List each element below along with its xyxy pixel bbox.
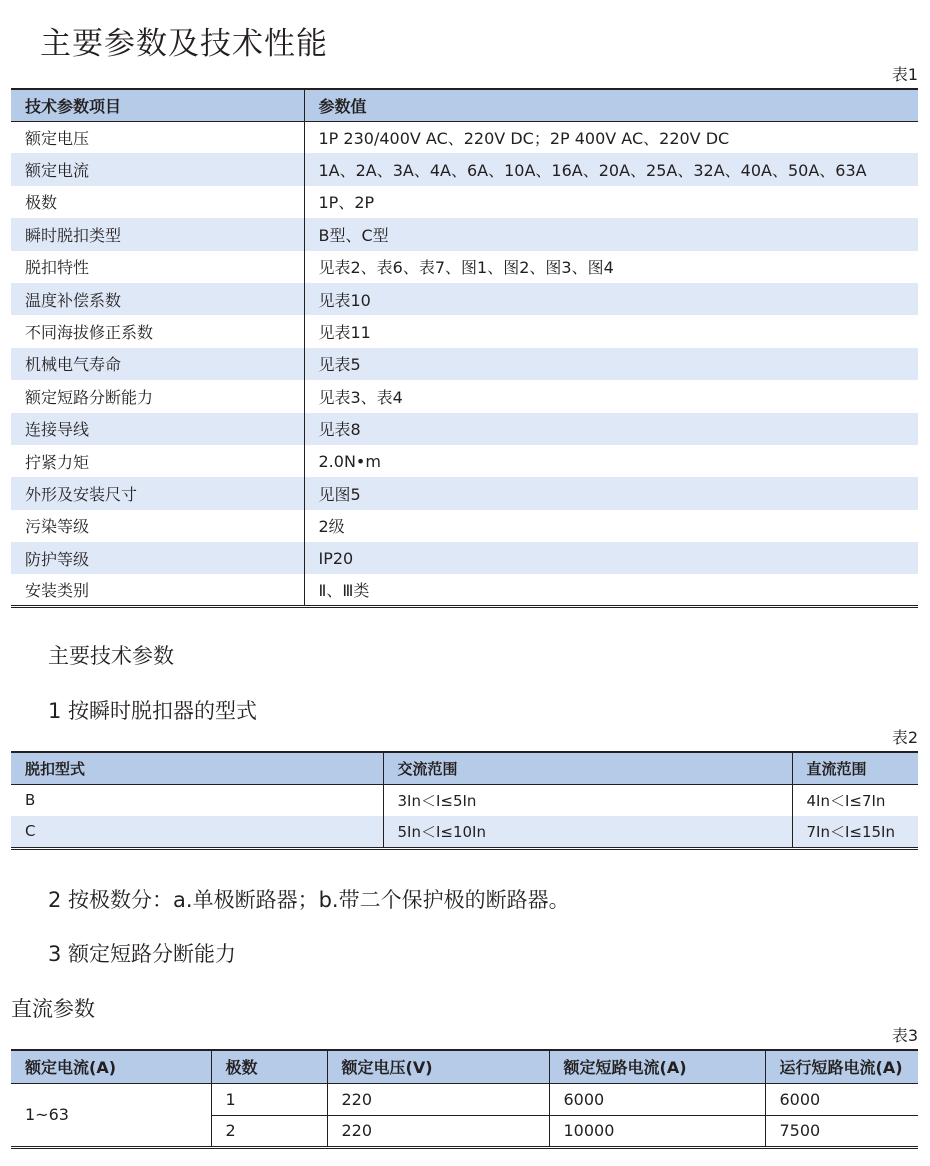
table2-cell: C (11, 816, 383, 848)
table1-header-value: 参数值 (304, 89, 918, 121)
table2-header-type: 脱扣型式 (11, 752, 383, 784)
table1-header-item: 技术参数项目 (11, 89, 304, 121)
table1-cell: 温度补偿系数 (11, 283, 304, 315)
table2-row (11, 816, 918, 848)
table1-cell: 2.0N•m (318, 451, 381, 471)
section-3-heading: 3 额定短路分断能力 (48, 942, 237, 966)
table1-row (11, 315, 918, 347)
table1-cell: 瞬时脱扣类型 (11, 218, 304, 250)
table1-row (11, 186, 918, 218)
table1-row (11, 283, 918, 315)
dc-params-table (11, 1049, 918, 1149)
table1-cell: 连接导线 (11, 413, 304, 445)
table3-header-poles: 极数 (211, 1050, 327, 1083)
table3-cell: 2 (211, 1115, 327, 1147)
table1-cell: 见表10 (304, 283, 918, 315)
table1-cell: Ⅱ、Ⅲ类 (318, 581, 370, 601)
table2-number: 表2 (891, 728, 918, 747)
table3-cell: 220 (327, 1083, 549, 1115)
table3-header-short-current: 额定短路电流(A) (549, 1050, 765, 1083)
table1-cell: 见表3、表4 (318, 387, 403, 407)
table1-cell: 防护等级 (11, 542, 304, 574)
trip-type-table (11, 751, 918, 850)
table1-row (11, 413, 918, 445)
table3-rated-current: 1~63 (11, 1083, 211, 1147)
table1-cell: 额定短路分断能力 (11, 380, 304, 412)
table1-cell: 机械电气寿命 (11, 348, 304, 380)
table1-row (11, 348, 918, 380)
section-1-heading: 1 按瞬时脱扣器的型式 (48, 699, 258, 723)
section-main-tech: 主要技术参数 (48, 644, 174, 668)
table1-cell: 1P 230/400V AC、220V DC；2P 400V AC、220V DC (318, 128, 730, 148)
table3-cell: 1 (211, 1083, 327, 1115)
table1-cell: 见图5 (304, 477, 918, 509)
section-dc-heading: 直流参数 (11, 997, 95, 1021)
table1-cell: 外形及安装尺寸 (11, 477, 304, 509)
table3-cell: 10000 (549, 1115, 765, 1147)
table1-cell: 见表2、表6、表7、图1、图2、图3、图4 (318, 258, 614, 278)
table1-cell: 污染等级 (11, 510, 304, 542)
table1-cell: 极数 (11, 186, 304, 218)
table1-cell: 安装类别 (11, 574, 304, 606)
table1-number: 表1 (891, 65, 918, 84)
table1-row (11, 510, 918, 542)
table1-row (11, 445, 918, 477)
table3-cell: 6000 (549, 1083, 765, 1115)
tech-params-table (11, 88, 918, 608)
table1-cell: IP20 (304, 542, 918, 574)
table1-row (11, 477, 918, 509)
table1-cell: 额定电压 (11, 121, 304, 153)
table2-cell: 3In＜I≤5In (383, 784, 792, 816)
table1-cell: 见表11 (318, 323, 371, 343)
table3-header-current: 额定电流(A) (11, 1050, 211, 1083)
table1-row (11, 380, 918, 412)
table2-cell: 7In＜I≤15In (792, 816, 918, 848)
table1-row (11, 121, 918, 153)
table1-cell: 脱扣特性 (11, 251, 304, 283)
section-2-heading: 2 按极数分：a.单极断路器；b.带二个保护极的断路器。 (48, 888, 570, 912)
table2-header-ac: 交流范围 (383, 752, 792, 784)
table1-cell: 见表5 (304, 348, 918, 380)
table1-cell: B型、C型 (304, 218, 918, 250)
table3-header-voltage: 额定电压(V) (327, 1050, 549, 1083)
table1-row (11, 542, 918, 574)
table3-cell: 220 (327, 1115, 549, 1147)
table1-cell: 不同海拔修正系数 (11, 315, 304, 347)
table1-cell: 1A、2A、3A、4A、6A、10A、16A、20A、25A、32A、40A、50A、63A (304, 153, 918, 185)
table1-cell: 额定电流 (11, 153, 304, 185)
table1-row (11, 574, 918, 606)
table1-row (11, 251, 918, 283)
table2-cell: B (11, 784, 383, 816)
table1-cell: 1P、2P (318, 193, 375, 213)
table2-cell: 5In＜I≤10In (383, 816, 792, 848)
table3-cell: 7500 (765, 1115, 918, 1147)
table2-cell: 4In＜I≤7In (806, 791, 886, 810)
table2-row (11, 784, 918, 816)
table1-cell: 拧紧力矩 (11, 445, 304, 477)
table1-cell: 见表8 (304, 413, 918, 445)
table3-cell: 6000 (779, 1089, 821, 1109)
table1-cell: 2级 (318, 517, 345, 537)
table3-header-operating-current: 运行短路电流(A) (765, 1050, 918, 1083)
page-title: 主要参数及技术性能 (40, 26, 328, 62)
table1-row (11, 218, 918, 250)
table2-header-dc: 直流范围 (792, 752, 918, 784)
table3-number: 表3 (891, 1026, 918, 1045)
table1-row (11, 153, 918, 185)
